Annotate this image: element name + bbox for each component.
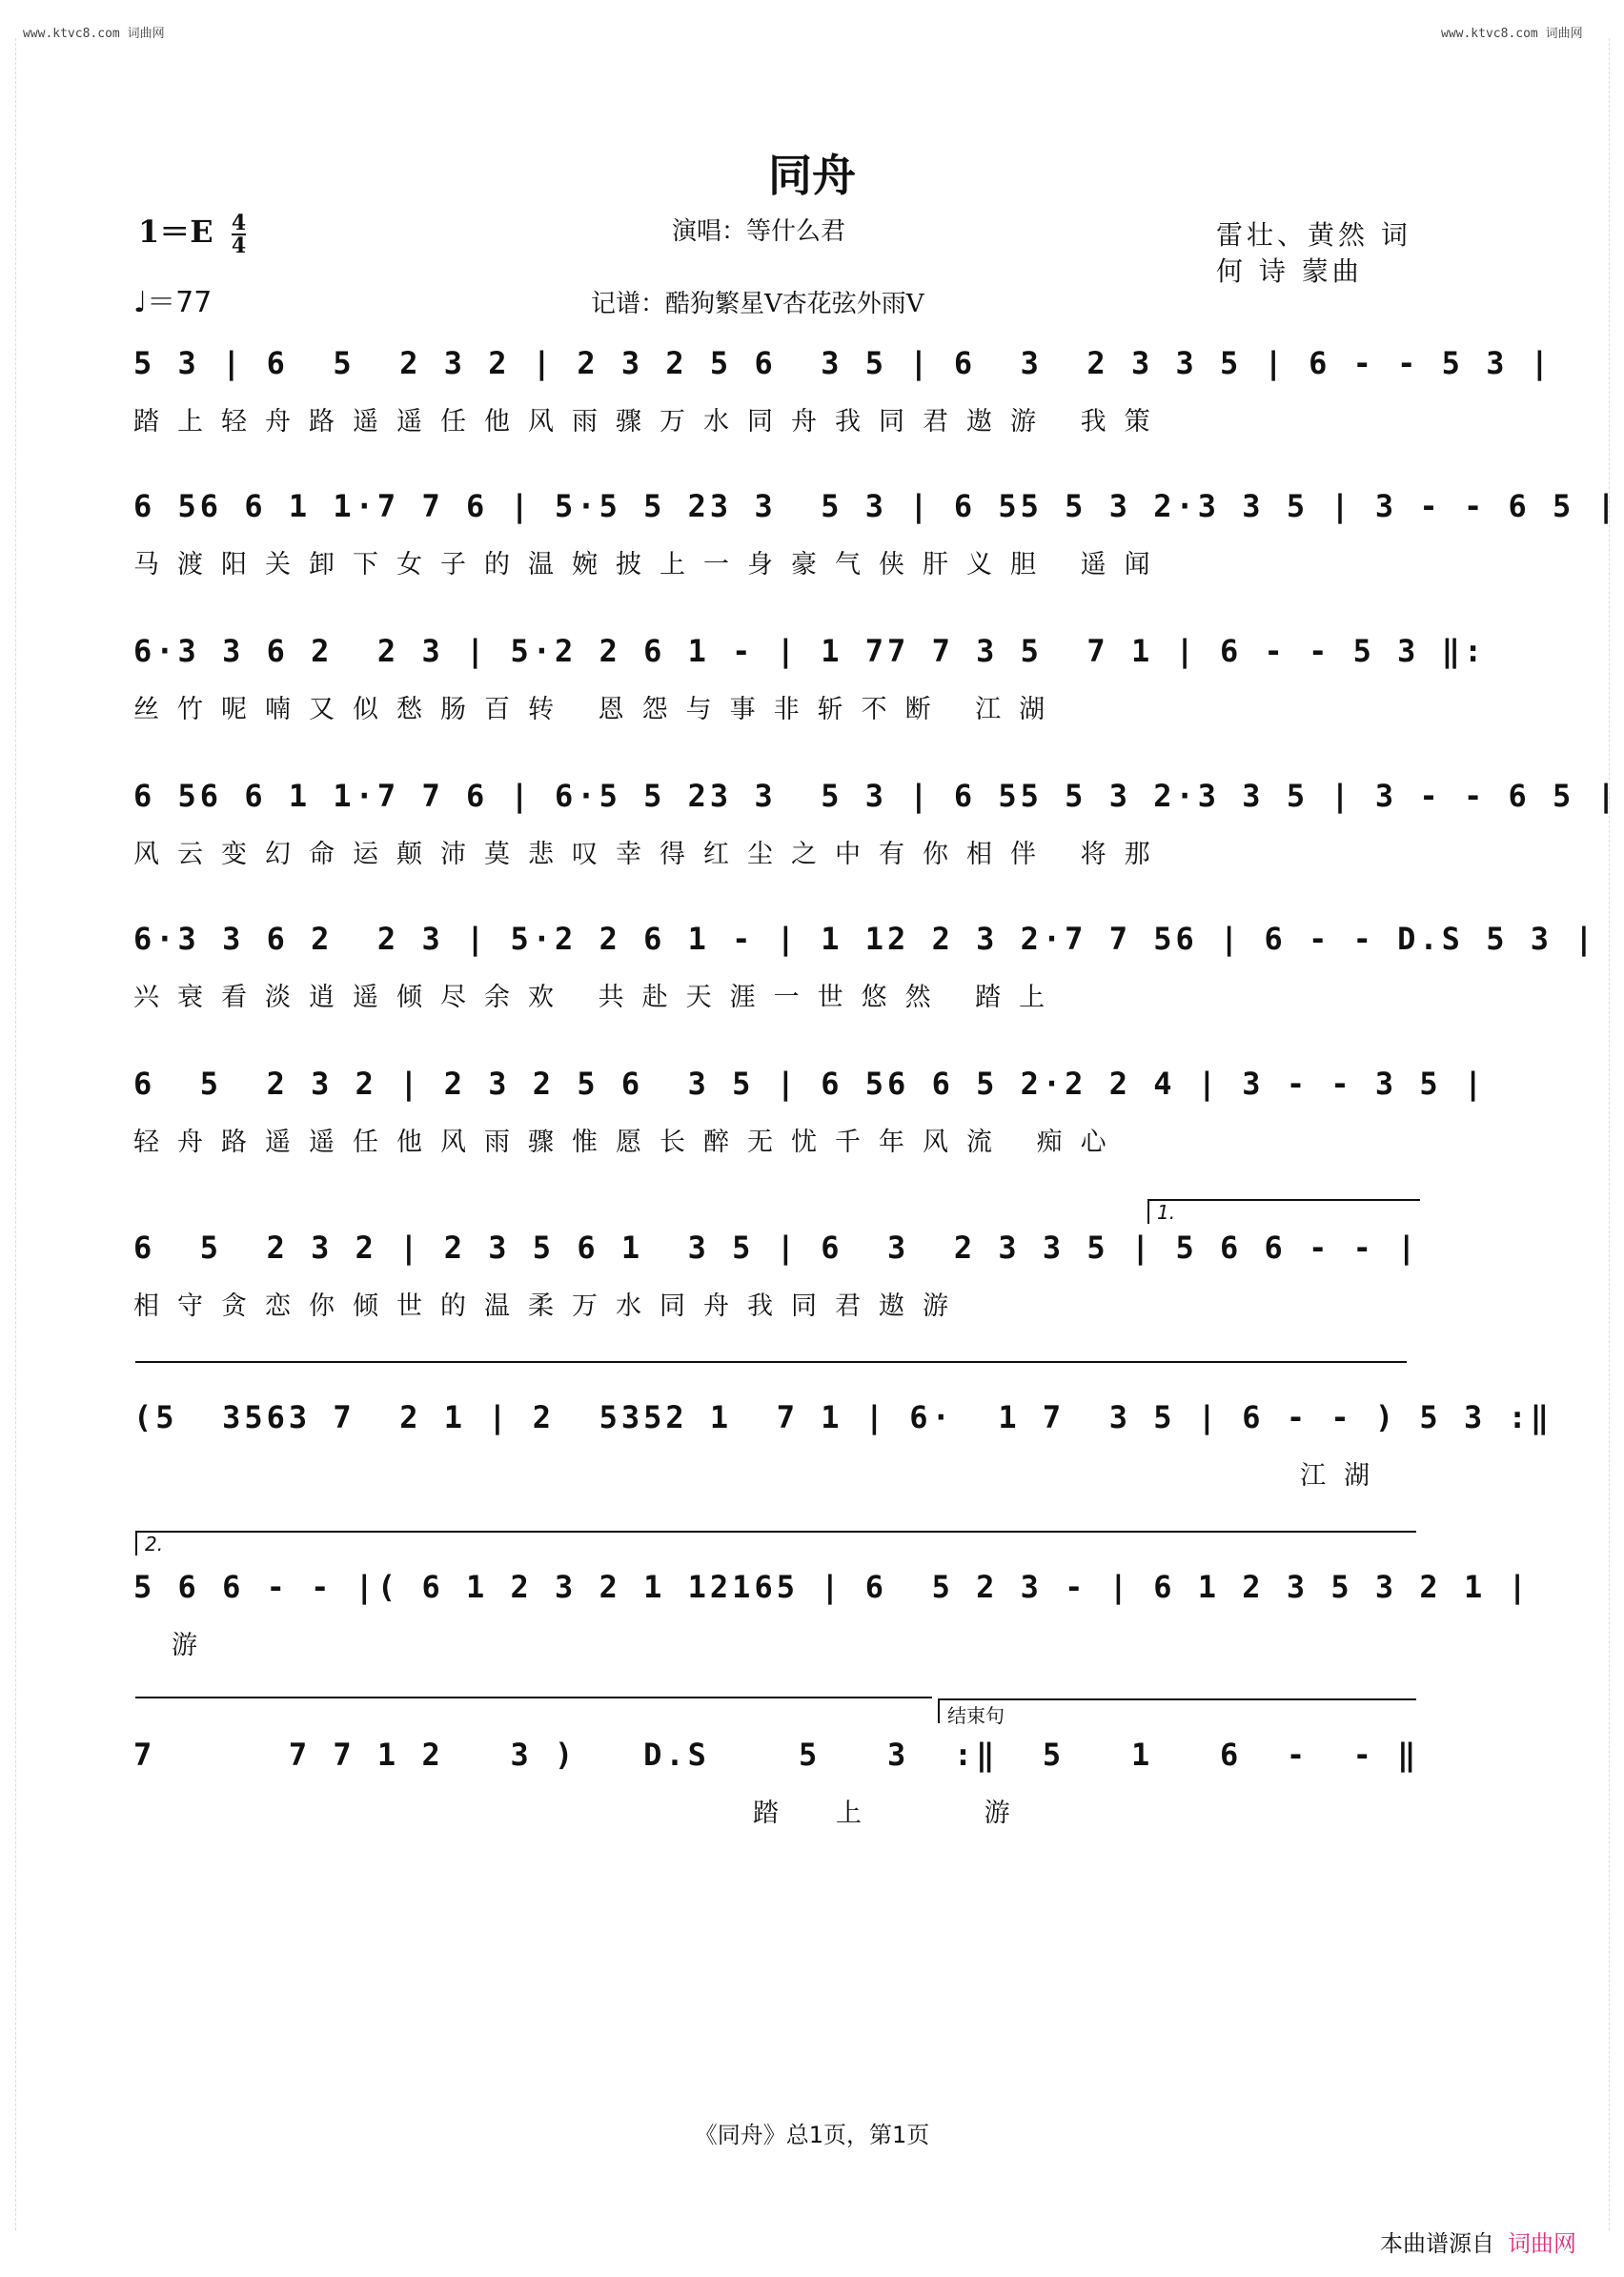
source-text: 本曲谱源自 (1380, 2230, 1494, 2257)
lyrics-line: 轻舟路遥遥任他风雨骤惟愿长醉无忧千年风流 痴心 (133, 1128, 1125, 1157)
coda-bracket: 结束句 (938, 1698, 1416, 1723)
key-label: 1＝E (138, 213, 213, 250)
notes-line: 5 6 6 - - |( 6 1 2 3 2 1 12165 | 6 5 2 3 - | 6 1 2 3 5 3 2 1 | (133, 1569, 1531, 1605)
ending-divider (135, 1361, 1407, 1363)
singer-credit: 演唱：等什么君 (672, 217, 846, 246)
page-title: 同舟 (768, 150, 856, 201)
watermark-left: www.ktvc8.com 词曲网 (23, 27, 165, 41)
notes-line: 6 5 2 3 2 | 2 3 5 6 1 3 5 | 6 3 2 3 3 5 | 5 6 6 - - | (133, 1230, 1420, 1266)
side-watermark-right (1609, 38, 1623, 2230)
lyrics-line: 踏上 游 (753, 1799, 1067, 1828)
lyricist-credit: 雷壮、黄然 词 (1216, 219, 1411, 251)
time-sig-top: 4 (231, 210, 247, 235)
key-signature (138, 208, 246, 256)
notes-line: 6·3 3 6 2 2 3 | 5·2 2 6 1 - | 1 77 7 3 5 7 1 | 6 - - 5 3 ‖: (133, 633, 1487, 669)
time-signature (231, 210, 247, 258)
lyrics-line: 踏上轻舟路遥遥任他风雨骤万水同舟我同君遨游 我策 (133, 407, 1168, 437)
notes-line: 6 56 6 1 1·7 7 6 | 5·5 5 23 3 5 3 | 6 55 5 3 2·3 3 5 | 3 - - 6 5 | (133, 488, 1619, 524)
notes-line: (5 3563 7 2 1 | 2 5352 1 7 1 | 6· 1 7 3 5 | 6 - - ) 5 3 :‖ (133, 1399, 1553, 1435)
lyrics-line: 兴衰看淡逍遥倾尽余欢 共赴天涯一世悠然 踏上 (133, 983, 1064, 1012)
notes-line: 6·3 3 6 2 2 3 | 5·2 2 6 1 - | 1 12 2 3 2·7 7 56 | 6 - - D.S 5 3 | (133, 921, 1597, 957)
source-brand: 词曲网 (1508, 2230, 1576, 2257)
scribe-credit: 记谱：酷狗繁星V杏花弦外雨V (591, 290, 924, 318)
watermark-right: www.ktvc8.com 词曲网 (1441, 27, 1583, 41)
tempo-marking: ♩＝77 (133, 286, 213, 319)
lyrics-line: 马渡阳关卸下女子的温婉披上一身豪气侠肝义胆 遥闻 (133, 550, 1168, 579)
source-credit (1380, 2225, 1576, 2258)
lyrics-line: 江湖 (1300, 1461, 1388, 1491)
notes-line: 6 5 2 3 2 | 2 3 2 5 6 3 5 | 6 56 6 5 2·2 2 4 | 3 - - 3 5 | (133, 1066, 1487, 1102)
ending-divider (135, 1697, 932, 1698)
author-credits (1216, 217, 1411, 290)
side-watermark-left (2, 38, 16, 2230)
second-ending-bracket: 2. (135, 1531, 1416, 1555)
notes-line: 6 56 6 1 1·7 7 6 | 6·5 5 23 3 5 3 | 6 55 5 3 2·3 3 5 | 3 - - 6 5 | (133, 778, 1619, 814)
lyrics-line: 风云变幻命运颠沛莫悲叹幸得红尘之中有你相伴 将那 (133, 840, 1168, 869)
notes-line: 7 7 7 1 2 3 ) D.S 5 3 :‖ 5 1 6 - - ‖ (133, 1737, 1420, 1773)
composer-credit: 何 诗 蒙曲 (1216, 255, 1363, 287)
page-footer: 《同舟》总1页，第1页 (694, 2122, 930, 2148)
lyrics-line: 游 (172, 1631, 215, 1660)
lyrics-line: 丝竹呢喃又似愁肠百转 恩怨与事非斩不断 江湖 (133, 695, 1064, 724)
lyrics-line: 相守贪恋你倾世的温柔万水同舟我同君遨游 (133, 1291, 966, 1321)
notes-line: 5 3 | 6 5 2 3 2 | 2 3 2 5 6 3 5 | 6 3 2 3 3 5 | 6 - - 5 3 | (133, 345, 1553, 381)
time-sig-bottom: 4 (231, 233, 247, 258)
first-ending-bracket: 1. (1147, 1199, 1420, 1224)
